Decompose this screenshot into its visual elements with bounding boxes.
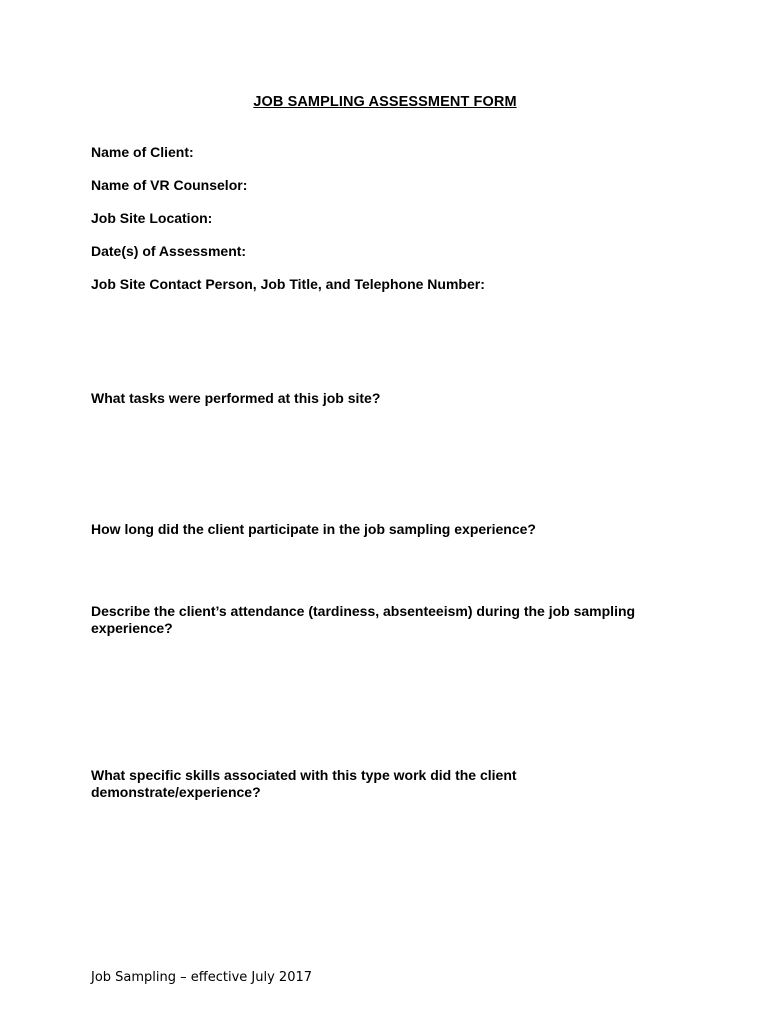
skills-question-line1: What specific skills associated with this type work did the client xyxy=(91,767,517,783)
attendance-question-line2: experience? xyxy=(91,620,173,636)
attendance-question-line1: Describe the client’s attendance (tardiness, absenteeism) during the job sampling xyxy=(91,603,636,619)
client-name-label: Name of Client: xyxy=(91,144,194,160)
vr-counselor-label: Name of VR Counselor: xyxy=(91,177,248,193)
assessment-dates-label: Date(s) of Assessment: xyxy=(91,243,247,259)
contact-person-label: Job Site Contact Person, Job Title, and Telephone Number: xyxy=(91,276,485,292)
page-footer: Job Sampling – effective July 2017 xyxy=(91,970,313,985)
duration-question: How long did the client participate in the job sampling experience? xyxy=(91,521,536,537)
job-site-location-label: Job Site Location: xyxy=(91,210,213,226)
tasks-question: What tasks were performed at this job site? xyxy=(91,390,381,406)
skills-question-line2: demonstrate/experience? xyxy=(91,784,261,800)
form-title: JOB SAMPLING ASSESSMENT FORM xyxy=(253,94,517,110)
